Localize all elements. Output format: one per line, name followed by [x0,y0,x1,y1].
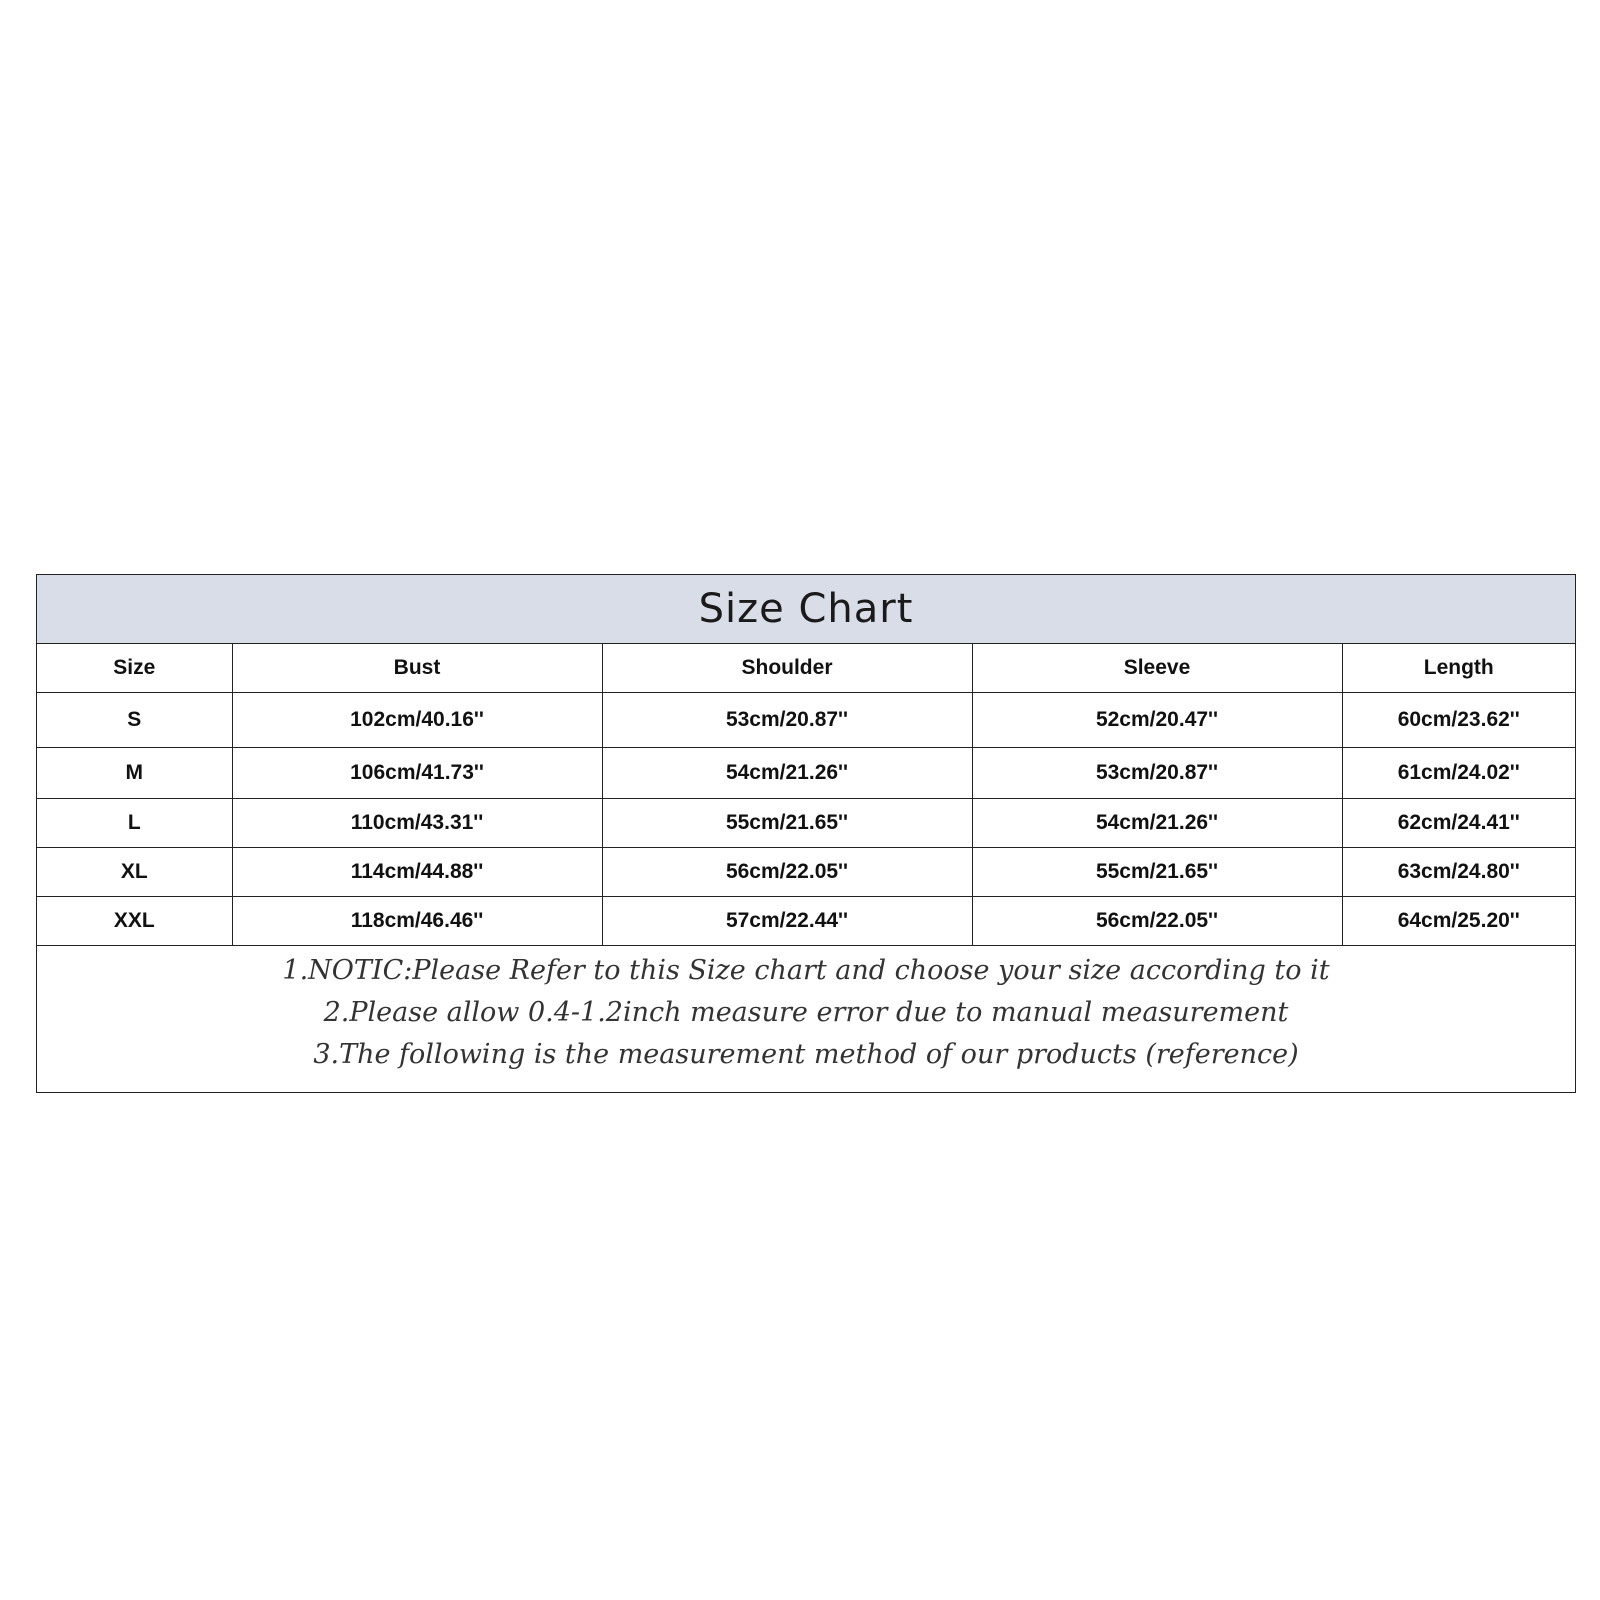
chart-title: Size Chart [37,575,1575,644]
cell-bust: 114cm/44.88'' [232,848,602,897]
note-line: 3.The following is the measurement method of our products (reference) [313,1039,1299,1070]
cell-bust: 110cm/43.31'' [232,799,602,848]
cell-sleeve: 56cm/22.05'' [972,897,1342,946]
table-row [37,693,1575,748]
cell-sleeve: 52cm/20.47'' [972,693,1342,748]
header-length: Length [1342,644,1575,693]
cell-sleeve: 55cm/21.65'' [972,848,1342,897]
cell-sleeve: 53cm/20.87'' [972,748,1342,799]
table-header-row [37,644,1575,693]
cell-length: 61cm/24.02'' [1342,748,1575,799]
cell-size: L [37,799,232,848]
note-line: 2.Please allow 0.4-1.2inch measure error due to manual measurement [323,997,1289,1028]
cell-sleeve: 54cm/21.26'' [972,799,1342,848]
cell-bust: 106cm/41.73'' [232,748,602,799]
cell-length: 64cm/25.20'' [1342,897,1575,946]
cell-length: 62cm/24.41'' [1342,799,1575,848]
cell-size: M [37,748,232,799]
table-row [37,848,1575,897]
cell-bust: 102cm/40.16'' [232,693,602,748]
header-shoulder: Shoulder [602,644,972,693]
cell-shoulder: 54cm/21.26'' [602,748,972,799]
cell-length: 63cm/24.80'' [1342,848,1575,897]
size-chart [36,574,1576,1093]
cell-shoulder: 57cm/22.44'' [602,897,972,946]
cell-shoulder: 55cm/21.65'' [602,799,972,848]
table-row [37,748,1575,799]
cell-bust: 118cm/46.46'' [232,897,602,946]
size-table [37,644,1575,946]
notes [37,946,1575,1092]
cell-length: 60cm/23.62'' [1342,693,1575,748]
table-row [37,799,1575,848]
cell-size: XXL [37,897,232,946]
note-line: 1.NOTIC:Please Refer to this Size chart and choose your size according to it [282,955,1330,986]
header-bust: Bust [232,644,602,693]
table-row [37,897,1575,946]
header-size: Size [37,644,232,693]
cell-shoulder: 56cm/22.05'' [602,848,972,897]
cell-size: S [37,693,232,748]
cell-shoulder: 53cm/20.87'' [602,693,972,748]
header-sleeve: Sleeve [972,644,1342,693]
cell-size: XL [37,848,232,897]
